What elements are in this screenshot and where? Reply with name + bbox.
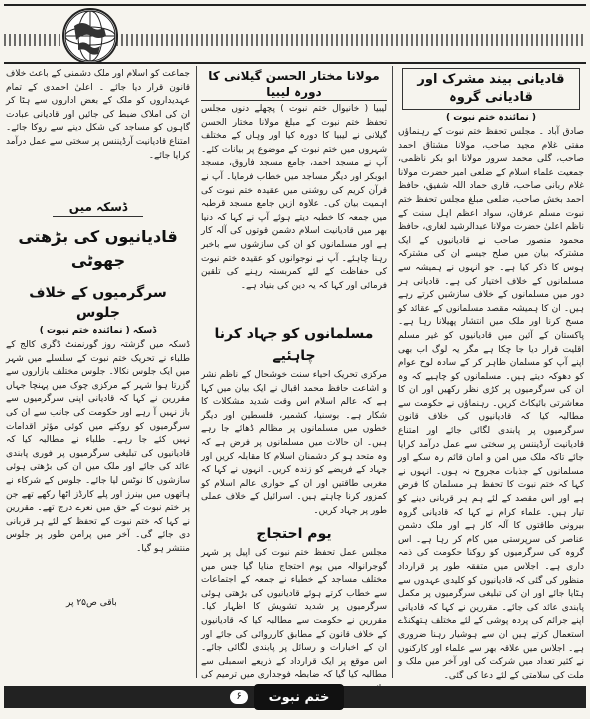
right-article-body: صادق آباد ۔ مجلس تحفظ ختم نبوت کے رہنماؤں مفتی غلام مجید صاحب، مولانا مشتاق احمد صاحب، گلی محمد سرور مولانا ابو بکر ناظمی، جمعیت علماء اسلام کے ضلعی امیر حضرت مولانا غلام ربانی صاحب، قاری حماد اللہ شفیق، حافظ احمد بخش صاحب، ضلعی مبلغ مجلس تحفظ ختم نبوت مسلم عرفان، سواد اعظم اہل سنت کے ناظم اعلیٰ حضرت مولانا عبدالرشید لغاری، حافظ محمود منصور صاحب نے قادیانیوں کے ایک مشترکہ بیان میں صلح جیسے ان کی مشترکہ ہوس کا ذکر کیا ہے۔ جو انہوں نے ہمیشہ سے مسلمانوں کے خلاف اختیار کی ہے۔ قادیانی ہر دور میں مسلمانوں کے خلاف سازشیں کرتے رہے ہیں۔ ان کا ہمیشہ مقصد مسلمانوں کے عقائد کو مسخ کرنا اور ملک میں انتشار پھیلانا رہا ہے۔ پاکستان کے آئین میں قادیانیوں کو غیر مسلم اقلیت قرار دیا جا چکا ہے مگر یہ لوگ اب بھی اپنے آپ کو مسلمان ظاہر کر کے سادہ لوح عوام کو دھوکہ دیتے ہیں۔ مسلمانوں کو چاہیے کہ وہ ان کی سرگرمیوں پر کڑی نظر رکھیں اور ان کا معاشرتی بائیکاٹ کریں۔ رہنماؤں نے حکومت سے مطالبہ کیا کہ قادیانیوں کی خلاف قانون سرگرمیوں پر پابندی لگائی جائے اور امتناع قادیانیت آرڈیننس پر سختی سے عمل درآمد کرایا جائے تاکہ ملک میں امن و امان قائم رہ سکے اور مسلمانوں کے جذبات مجروح نہ ہوں۔ انہوں نے کہا کہ ختم نبوت کا تحفظ ہر مسلمان کا فرض ہے اور اس مقصد کے لئے ہم ہر قربانی دینے کو تیار ہیں۔ علماء کرام نے کہا کہ قادیانی گروہ بیرونی طاقتوں کا آلہ کار ہے اور ملک دشمن عناصر کی سرپرستی میں کام کر رہا ہے۔ اس گروہ کی سرگرمیوں کو روکنا حکومت کی ذمہ داری ہے۔ اجلاس میں متفقہ طور پر قرارداد منظور کی گئی کہ قادیانیوں کو کلیدی عہدوں سے ہٹایا جائے اور ان کی تبلیغی سرگرمیوں پر مکمل پابندی عائد کی جائے۔ مقررین نے کہا کہ قادیانی اپنے جرائم کی پردہ پوشی کے لئے مختلف ہتھکنڈے استعمال کرتے ہیں ان سے ہوشیار رہنا ضروری ہے۔ اجلاس میں علاقہ بھر سے علماء اور کارکنوں نے کثیر تعداد میں شرکت کی اور آخر میں ملک و ملت کی سلامتی کے لئے دعا کی گئی۔	[398, 127, 584, 681]
column-rule-right	[392, 66, 393, 678]
middle-column	[201, 68, 387, 681]
middle-headline-3: یوم احتجاج	[256, 526, 332, 542]
right-column	[398, 68, 584, 681]
column-rule-left	[196, 66, 197, 678]
footer-band	[4, 682, 586, 714]
left-subtitle-3: ڈسکہ ( نمائندہ ختم نبوت )	[39, 326, 157, 336]
left-headline-1: ڈسکہ میں	[53, 198, 143, 217]
left-article-body-top: جماعت کو اسلام اور ملک دشمنی کے باعث خلاف قانون قرار دیا جائے ۔ اعلیٰ احمدی کے تمام عہدیداروں کو ملک کے بعض اداروں سے ہٹا کر ان کی املاک ضبط کی جائیں اور قادیانی عبادت گاہوں کو مساجد کی شکل دینے سے روکا جائے۔ امتناع قادیانیت آرڈیننس پر سختی سے عمل درآمد کرایا جائے۔	[6, 69, 190, 161]
left-column	[6, 68, 190, 678]
left-headline-3: سرگرمیوں کے خلاف جلوس	[29, 285, 167, 321]
middle-headline-2: مسلمانوں کو جہاد کرنا چاہئیے	[214, 326, 374, 364]
masthead-band	[4, 4, 586, 64]
right-subtitle: ( نمائندہ ختم نبوت )	[445, 113, 537, 123]
left-headline-2: قادیانیوں کی بڑھتی جھوٹی	[18, 227, 178, 270]
header-bottom-rule	[4, 62, 586, 64]
globe-icon	[62, 8, 118, 64]
top-rule	[4, 4, 586, 6]
hatch-right	[116, 34, 584, 46]
footer-logo: ختم نبوت	[254, 684, 344, 710]
middle-article-body-2: مرکزی تحریک احیاء سنت خوشحال کے ناظم نشر و اشاعت حافظ محمد اقبال نے ایک بیان میں کہا ہے کہ عالم اسلام اس وقت شدید مشکلات کا شکار ہے۔ بوسنیا، کشمیر، فلسطین اور دیگر خطوں میں مسلمانوں پر مظالم ڈھائے جا رہے ہیں۔ ان حالات میں مسلمانوں پر فرض ہے کہ وہ متحد ہو کر دشمنان اسلام کا مقابلہ کریں اور جہاد کے فریضے کو زندہ کریں۔ انہوں نے کہا کہ مغربی طاقتیں اور ان کے حواری عالم اسلام کو کمزور کرنا چاہتے ہیں۔ اسرائیل کے خلاف عملی طور پر جہاد کریں۔	[201, 370, 387, 516]
middle-headline-1: مولانا مختار الحسن گیلانی کا دورہ لیبیا	[201, 68, 387, 101]
middle-article-body-3: مجلس عمل تحفظ ختم نبوت کی اپیل پر شہر گوجرانوالہ میں یوم احتجاج منایا گیا جس میں مختلف مساجد کے خطباء نے جمعہ کے اجتماعات سے خطاب کرتے ہوئے قادیانیوں کی بڑھتی ہوئی سرگرمیوں پر شدید تشویش کا اظہار کیا۔ مقررین نے حکومت سے مطالبہ کیا کہ قادیانیوں کے خلاف قانون کے مطابق کارروائی کی جائے اور ان کے اخبارات و رسائل پر پابندی لگائی جائے۔ اس موقع پر ایک قرارداد کے ذریعے اسمبلی سے مطالبہ کیا گیا کہ ضابطہ فوجداری میں ترمیم کی	[201, 548, 387, 681]
right-headline: قادیانی بیند مشرک اور قادیانی گروہ	[402, 68, 580, 110]
left-article-body-3: ڈسکہ میں گزشتہ روز گورنمنٹ ڈگری کالج کے طلباء نے تحریک ختم نبوت کے سلسلے میں شہر میں ایک جلوس نکالا۔ جلوس مختلف بازاروں سے گزرتا ہوا شہر کے مرکزی چوک میں پہنچا جہاں مقررین نے کہا کہ قادیانی اپنی سرگرمیوں سے باز نہیں آ رہے اور حکومت کی جانب سے ان کی سرگرمیوں کو روکنے میں کوئی مؤثر اقدامات نہیں کئے جا رہے۔ طلباء نے مطالبہ کیا کہ قادیانیوں کی تبلیغی سرگرمیوں پر فوری پابندی عائد کی جائے اور ملک میں ان کی بڑھتی ہوئی سازشوں کا نوٹس لیا جائے۔ جلوس کے شرکاء نے ہاتھوں میں بینرز اور پلے کارڈز اٹھا رکھے تھے جن پر ختم نبوت کے حق میں نعرے درج تھے۔ مقررین نے کہا کہ ختم نبوت کے تحفظ کے لئے ہر قربانی دی جائے گی۔ آخر میں پرامن طور پر جلوس منتشر ہو گیا۔	[6, 340, 190, 554]
continued-note: باقی ص۲۵ پر	[66, 598, 117, 608]
page-number: ۶	[230, 690, 248, 704]
hatch-left	[4, 34, 60, 46]
middle-article-body-1: لیبیا ( خانیوال ختم نبوت ) پچھلے دنوں مجلس تحفظ ختم نبوت کے مبلغ مولانا مختار الحسن گیلانی نے لیبیا کا دورہ کیا اور وہاں کے مختلف شہروں میں ختم نبوت کے موضوع پر بیانات کئے۔ آپ نے مسجد احمد، جامع مسجد فاروق، مسجد ابوبکر اور دیگر مساجد میں خطاب فرمایا۔ آپ نے قرآن کریم کی روشنی میں عقیدہ ختم نبوت کی اہمیت بیان کی۔ علاوہ ازیں جامع مسجد قرطبہ میں جمعہ کا خطبہ دیتے ہوئے آپ نے کہا کہ دنیا بھر میں قادیانیت اسلام دشمن قوتوں کی آلہ کار ہے اور مسلمانوں کو ان کی سازشوں سے باخبر رہنا چاہئے۔ آپ نے نوجوانوں کو عقیدہ ختم نبوت کی حفاظت کے لئے کمربستہ رہنے کی تلقین فرمائی اور کہا کہ یہ دین کی بنیاد ہے۔	[201, 104, 387, 291]
